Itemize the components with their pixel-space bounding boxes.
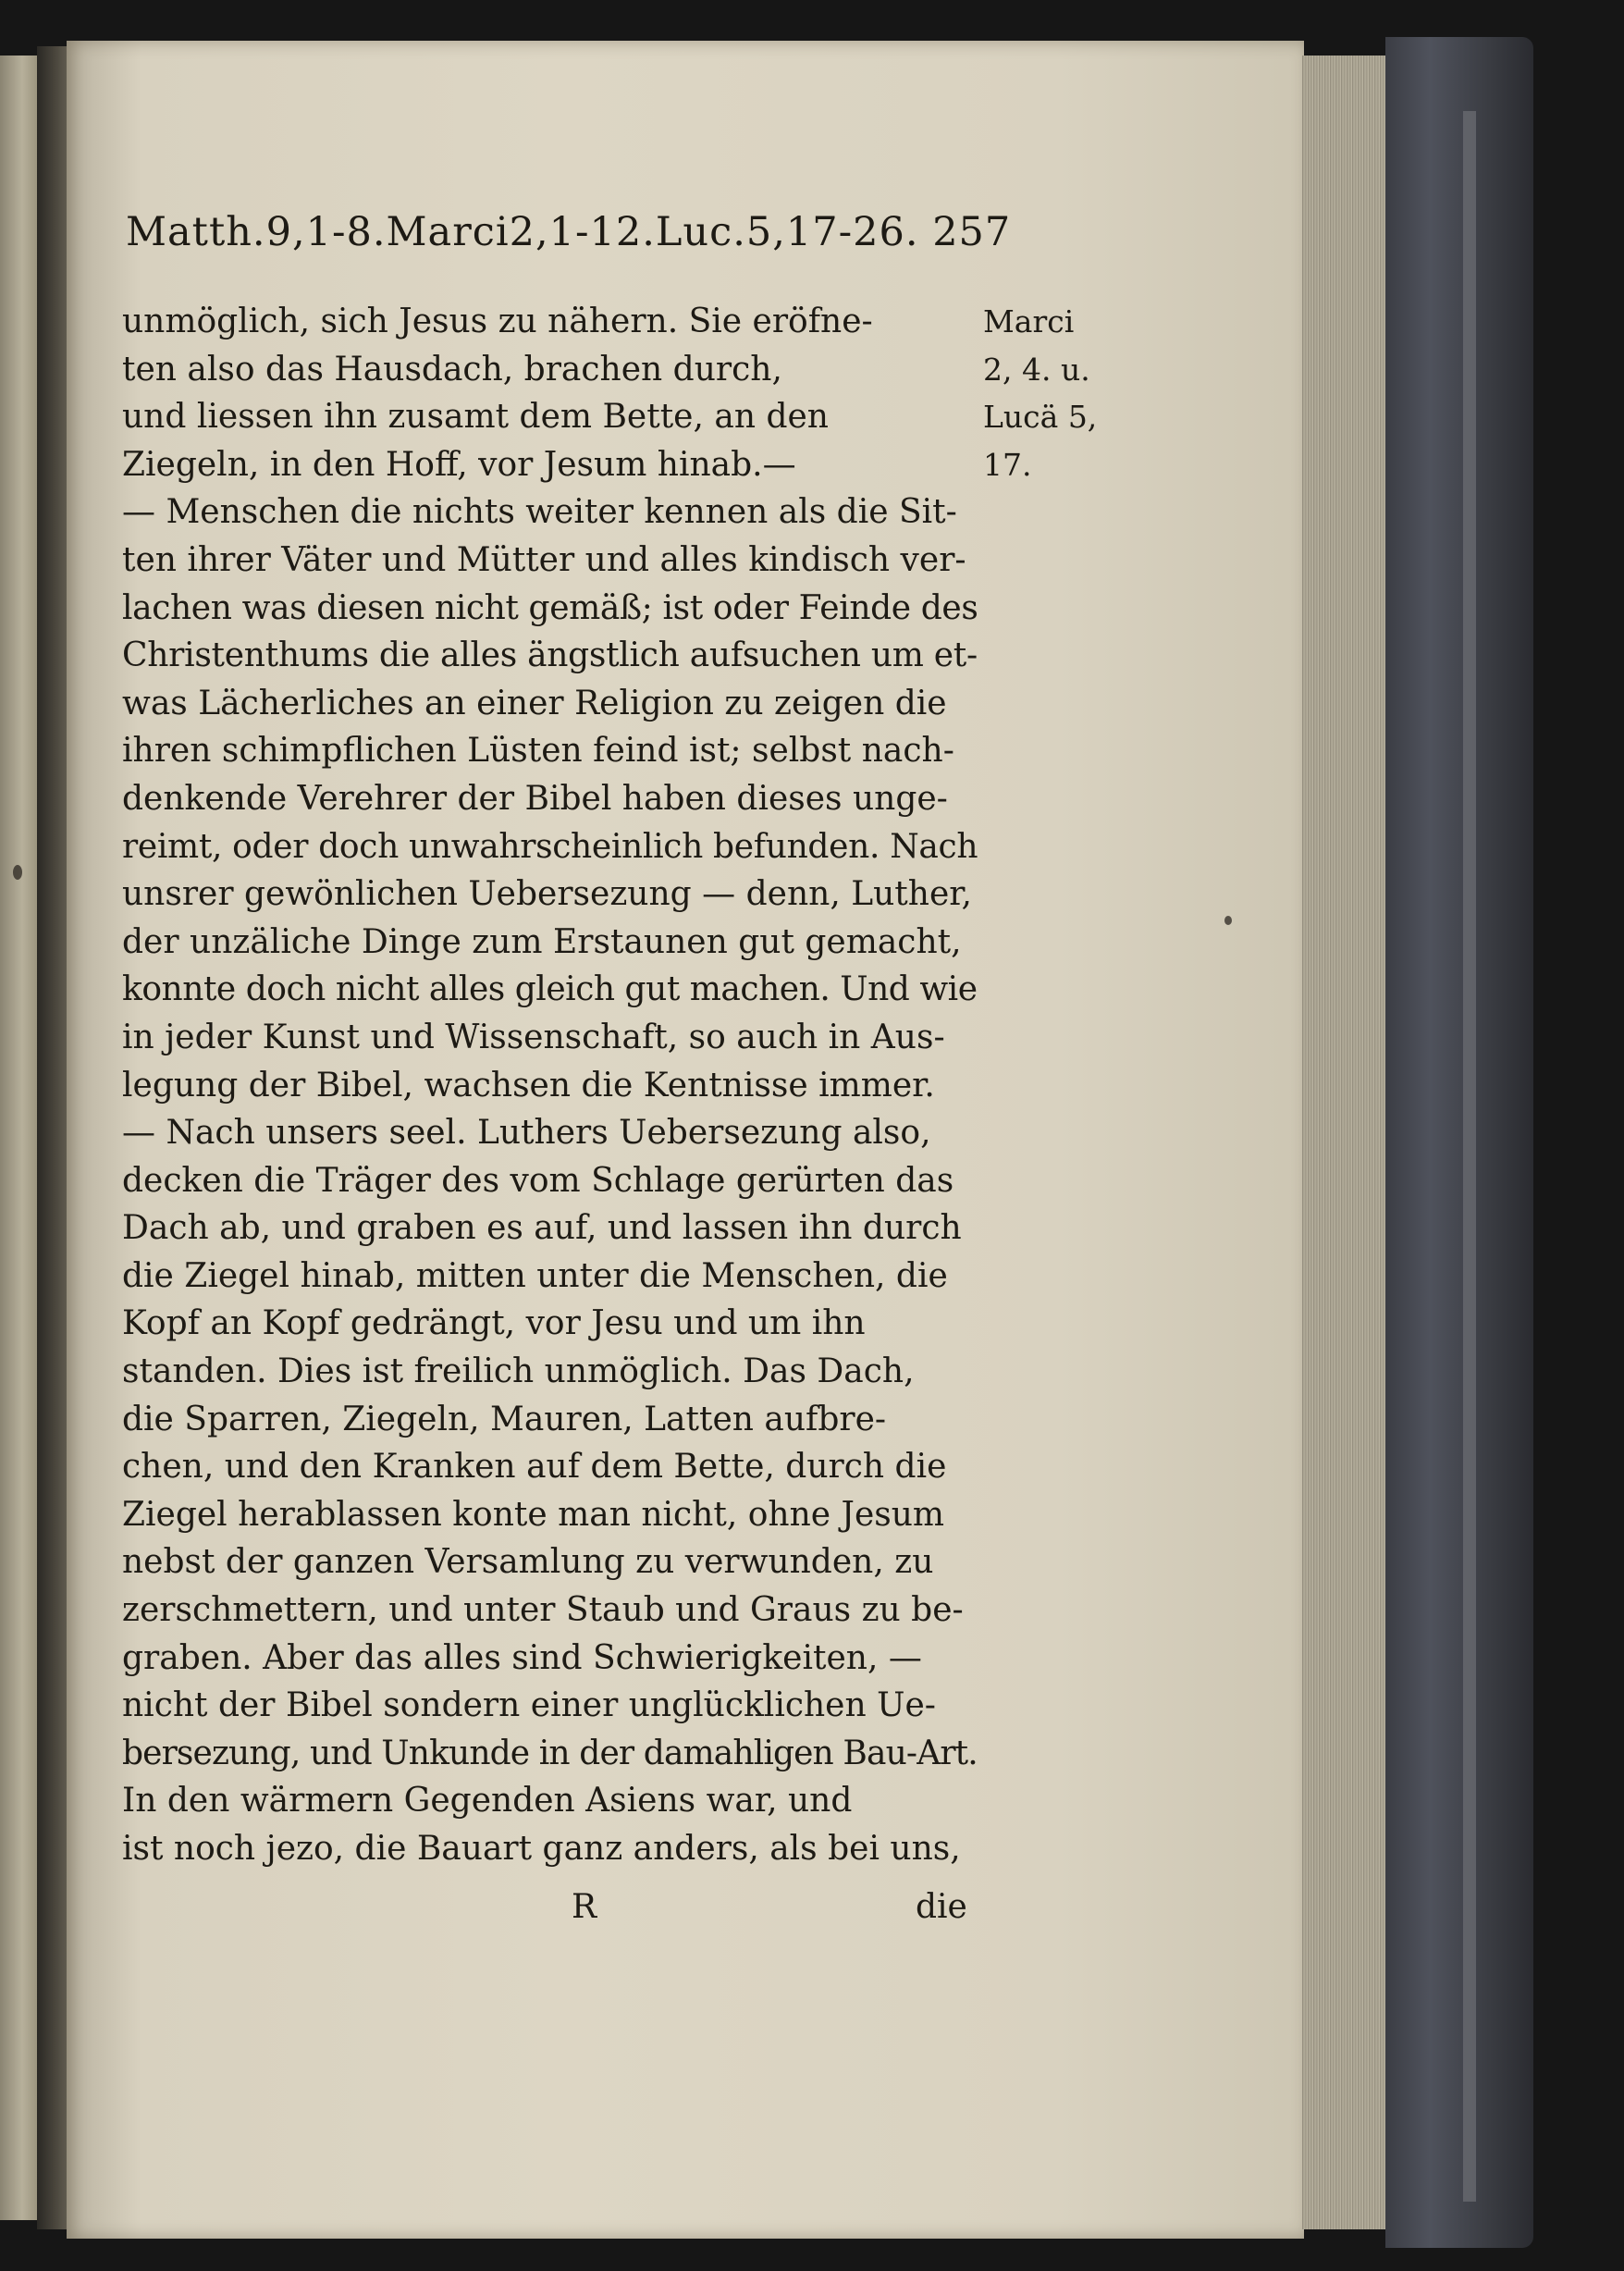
margin-note-line: 17. — [983, 446, 1032, 483]
signature-mark: R — [572, 1888, 597, 1926]
book-cover-board — [1385, 37, 1533, 2248]
text-line: die Ziegel hinab, mitten unter die Menschen, die — [122, 1256, 948, 1295]
body-text — [122, 298, 978, 1873]
text-line: bersezung, und Unkunde in der damahligen Bau-Art. — [122, 1734, 978, 1772]
catchword: die — [916, 1888, 967, 1926]
text-line: legung der Bibel, wachsen die Kentnisse immer. — [122, 1066, 935, 1105]
margin-note-line: 2, 4. u. — [983, 351, 1090, 388]
text-line: Ziegeln, in den Hoff, vor Jesum hinab.— — [122, 445, 796, 484]
text-line: lachen was diesen nicht gemäß; ist oder Feinde des — [122, 588, 978, 627]
margin-reference — [983, 298, 1113, 488]
text-line: ten also das Hausdach, brachen durch, — [122, 350, 782, 389]
margin-note-line: Marci — [983, 303, 1075, 339]
page-fore-edge — [1302, 56, 1387, 2229]
text-line: Christenthums die alles ängstlich aufsuchen um et- — [122, 636, 978, 675]
paper-spot — [13, 865, 22, 880]
text-line: ihren schimpflichen Lüsten feind ist; selbst nach- — [122, 732, 954, 771]
text-line: decken die Träger des vom Schlage gerürten das — [122, 1161, 954, 1200]
text-line: — Nach unsers seel. Luthers Uebersezung also, — [122, 1114, 931, 1153]
text-line: Dach ab, und graben es auf, und lassen ihn durch — [122, 1209, 962, 1248]
text-line: unmöglich, sich Jesus zu nähern. Sie eröfne- — [122, 302, 873, 340]
text-line: — Menschen die nichts weiter kennen als die Sit- — [122, 493, 957, 532]
running-head: Matth.9,1-8.Marci2,1-12.Luc.5,17-26. 257 — [126, 209, 1012, 255]
text-line: denkende Verehrer der Bibel haben dieses unge- — [122, 779, 948, 818]
paper-spot — [1224, 916, 1232, 925]
text-line: ist noch jezo, die Bauart ganz anders, als bei uns, — [122, 1830, 961, 1868]
text-line: ten ihrer Väter und Mütter und alles kindisch ver- — [122, 540, 966, 579]
text-line: was Lächerliches an einer Religion zu zeigen die — [122, 684, 947, 722]
text-line: konnte doch nicht alles gleich gut machen. Und wie — [122, 970, 978, 1009]
text-line: die Sparren, Ziegeln, Mauren, Latten aufbre- — [122, 1400, 887, 1438]
text-line: standen. Dies ist freilich unmöglich. Das Dach, — [122, 1352, 915, 1391]
text-line: der unzäliche Dinge zum Erstaunen gut gemacht, — [122, 922, 962, 961]
text-line: zerschmettern, und unter Staub und Graus zu be- — [122, 1591, 964, 1630]
text-line: chen, und den Kranken auf dem Bette, durch die — [122, 1448, 947, 1487]
text-line: in jeder Kunst und Wissenschaft, so auch in Aus- — [122, 1018, 945, 1056]
text-line: nebst der ganzen Versamlung zu verwunden, zu — [122, 1543, 934, 1582]
text-line: Kopf an Kopf gedrängt, vor Jesu und um ihn — [122, 1304, 866, 1343]
text-line: nicht der Bibel sondern einer unglücklichen Ue- — [122, 1686, 936, 1725]
text-line: graben. Aber das alles sind Schwierigkeiten, — — [122, 1638, 922, 1677]
text-line: und liessen ihn zusamt dem Bette, an den — [122, 398, 829, 437]
cover-edge-highlight — [1463, 111, 1476, 2202]
text-line: reimt, oder doch unwahrscheinlich befunden. Nach — [122, 827, 978, 866]
text-line: Ziegel herablassen konte man nicht, ohne Jesum — [122, 1495, 945, 1534]
text-line: unsrer gewönlichen Uebersezung — denn, Luther, — [122, 875, 972, 914]
facing-page-edge — [0, 56, 37, 2220]
text-line: In den wärmern Gegenden Asiens war, und — [122, 1782, 853, 1821]
margin-note-line: Lucä 5, — [983, 399, 1098, 436]
